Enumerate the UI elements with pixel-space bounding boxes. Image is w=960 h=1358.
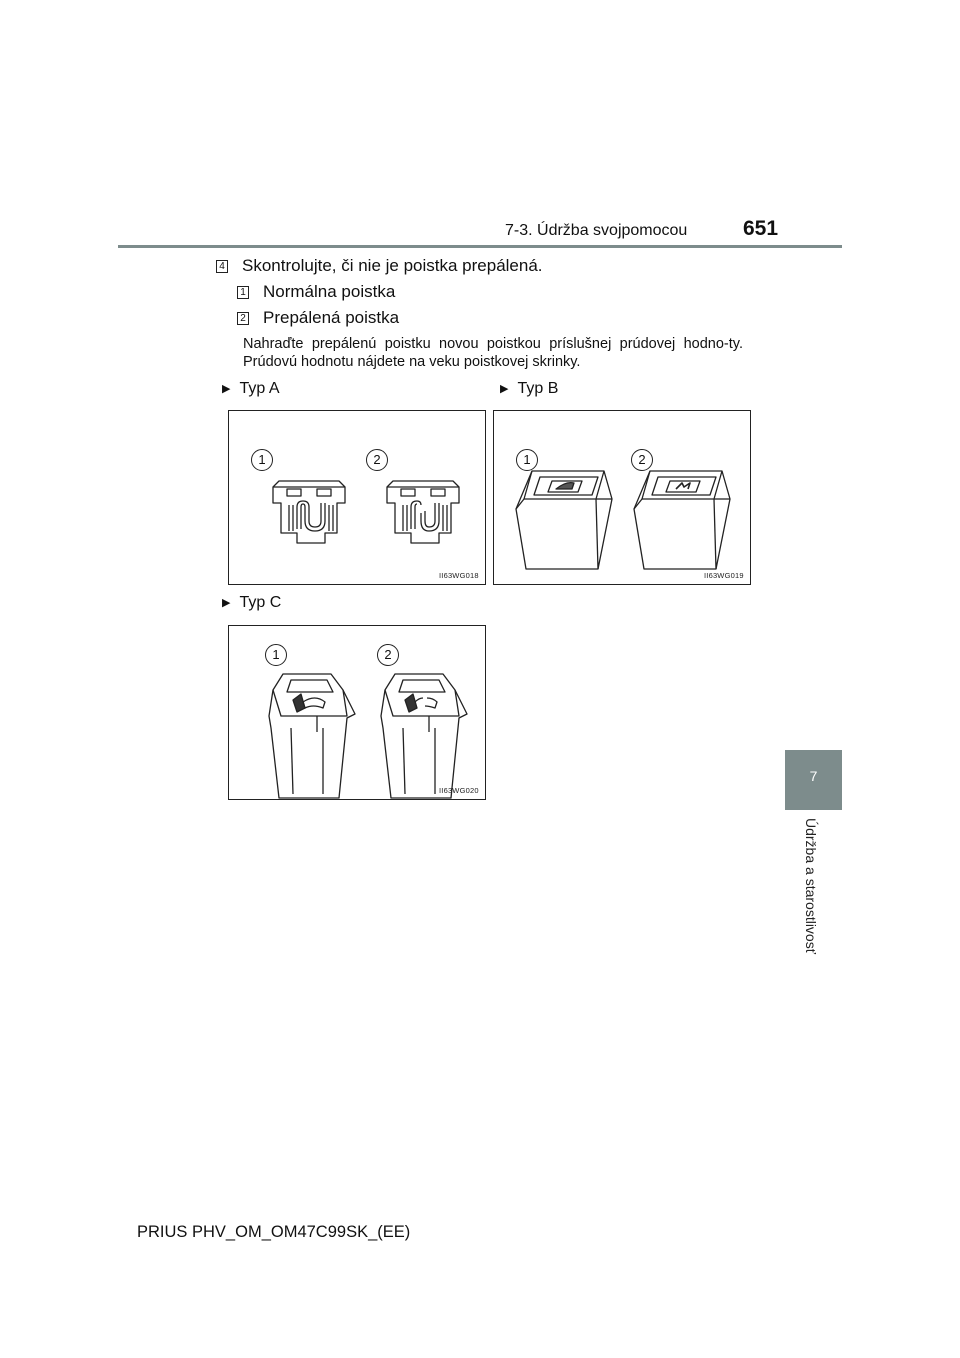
type-a-label: Typ A [239,380,280,397]
type-c-label: Typ C [239,594,282,611]
type-b-heading [500,380,558,398]
item-blown-fuse [237,308,399,328]
figure-type-b [493,410,751,585]
item-label: Prepálená poistka [263,308,400,327]
figure-code: II63WG019 [704,571,744,580]
note-text: Nahraďte prepálenú poistku novou poistkou príslušnej prúdovej hodno-ty. Prúdovú hodnotu nájdete na veku poistkovej skrinky. [243,336,743,370]
callout-2: 2 [377,644,399,666]
step-4 [216,256,543,276]
page-number: 651 [743,217,779,240]
callout-2: 2 [631,449,653,471]
item-number-box: 1 [237,286,249,299]
section-title: 7-3. Údržba svojpomocou [505,222,688,239]
figure-type-a [228,410,486,585]
fuse-type-a-illustration [229,411,485,584]
header-divider [118,245,842,248]
triangle-bullet-icon: ▶ [500,383,509,395]
callout-1: 1 [516,449,538,471]
item-normal-fuse [237,282,395,302]
chapter-tab [785,750,842,810]
chapter-number: 7 [809,768,818,784]
triangle-bullet-icon: ▶ [222,597,231,609]
fuse-type-b-illustration [494,411,750,584]
document-footer: PRIUS PHV_OM_OM47C99SK_(EE) [137,1223,411,1241]
figure-type-c [228,625,486,800]
figure-code: II63WG018 [439,571,479,580]
step-number-box: 4 [216,260,228,273]
item-label: Normálna poistka [263,282,396,301]
figure-code: II63WG020 [439,786,479,795]
callout-1: 1 [251,449,273,471]
type-b-label: Typ B [517,380,559,397]
triangle-bullet-icon: ▶ [222,383,231,395]
item-number-box: 2 [237,312,249,325]
callout-2: 2 [366,449,388,471]
type-c-heading [222,594,281,612]
type-a-heading [222,380,280,398]
chapter-label: Údržba a starostlivosť [803,818,819,954]
callout-1: 1 [265,644,287,666]
step-text: Skontrolujte, či nie je poistka prepálená. [242,256,543,275]
